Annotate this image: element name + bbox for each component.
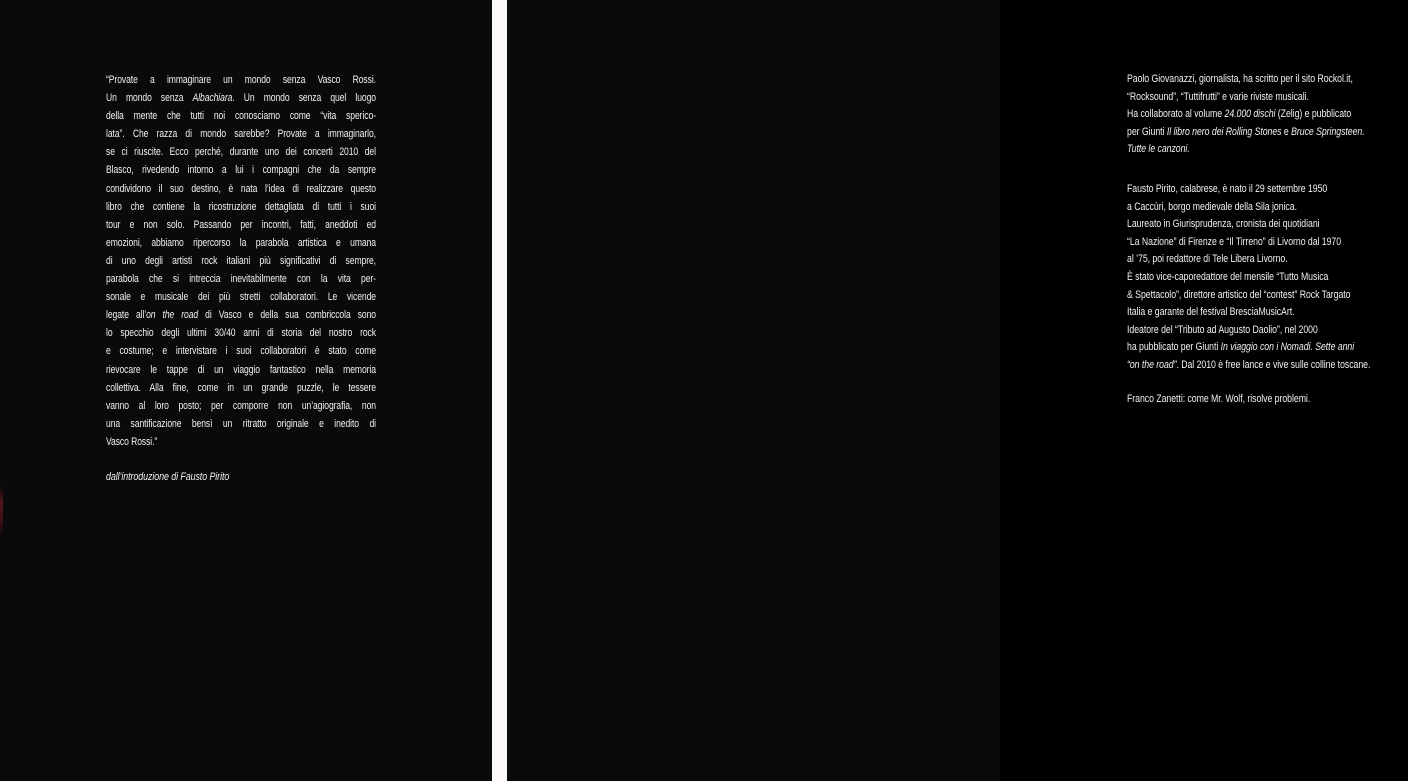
text-segment: Franco Zanetti: come Mr. Wolf, risolve problemi. xyxy=(1127,392,1311,405)
text-segment: della mente che tutti noi conosciamo come “vita sperico- xyxy=(106,110,376,123)
text-line xyxy=(1127,357,1408,375)
text-segment: Paolo Giovanazzi, giornalista, ha scritto per il sito Rockol.it, xyxy=(1127,73,1353,85)
text-segment: È stato vice-caporedattore del mensile “Tutto Musica xyxy=(1127,270,1329,283)
text-segment: lata”. Che razza di mondo sarebbe? Provate a immaginarlo, xyxy=(106,128,376,141)
text-line xyxy=(1127,304,1408,322)
italic-text: 24.000 dischi xyxy=(1224,108,1276,121)
text-line xyxy=(1127,287,1408,305)
text-segment: (Zelig) e pubblicato xyxy=(1275,108,1352,121)
italic-text: Il libro nero dei Rolling Stones xyxy=(1166,125,1282,138)
text-line xyxy=(106,89,376,107)
text-line xyxy=(1127,106,1408,124)
introduction-credit xyxy=(106,468,376,486)
text-segment: Laureato in Giurisprudenza, cronista dei quotidiani xyxy=(1127,218,1320,231)
text-segment: legate all’ xyxy=(106,309,147,322)
text-line xyxy=(1127,234,1408,252)
italic-text: “on the road” xyxy=(1127,358,1177,371)
author-bios xyxy=(1127,71,1408,408)
text-line xyxy=(106,71,376,89)
text-line xyxy=(106,180,376,198)
text-line xyxy=(106,161,376,179)
text-line xyxy=(106,198,376,216)
text-segment: al ’75, poi redattore di Tele Libera Livorno. xyxy=(1127,253,1288,266)
text-segment: collettiva. Alla fine, come in un grande puzzle, le tessere xyxy=(106,381,376,394)
text-segment: Blasco, rivedendo intorno a lui i compagni che da sempre xyxy=(106,164,376,177)
text-segment: a Caccùri, borgo medievale della Sila jonica. xyxy=(1127,200,1297,213)
italic-text: Albachiara xyxy=(192,92,233,105)
text-line xyxy=(106,306,376,324)
text-segment: di uno degli artisti rock italiani più significativi di sempre, xyxy=(106,254,376,267)
text-line xyxy=(1127,89,1408,107)
bio-franco-zanetti xyxy=(1127,391,1408,409)
italic-text: Bruce Springsteen. xyxy=(1291,125,1365,138)
text-line xyxy=(106,288,376,306)
text-line xyxy=(106,361,376,379)
bio-fausto-pirito xyxy=(1127,181,1408,375)
text-segment: “La Nazione” di Firenze e “Il Tirreno” di Livorno dal 1970 xyxy=(1127,235,1342,248)
text-segment: ha pubblicato per Giunti xyxy=(1127,341,1221,354)
text-segment: Italia e garante del festival BresciaMusicArt. xyxy=(1127,306,1295,319)
text-segment: . Dal 2010 è free lance e vive sulle colline toscane. xyxy=(1176,358,1371,371)
italic-text: In viaggio con i Nomadi. Sette anni xyxy=(1220,341,1355,354)
text-segment: Ha collaborato al volume xyxy=(1127,108,1225,121)
text-line xyxy=(106,270,376,288)
text-line xyxy=(1127,269,1408,287)
text-line xyxy=(106,234,376,252)
text-line xyxy=(106,252,376,270)
text-segment: tour e non solo. Passando per incontri, fatti, aneddoti ed xyxy=(106,218,376,231)
text-segment: se ci riuscite. Ecco perché, durante uno dei concerti 2010 del xyxy=(106,146,376,159)
text-segment: lo specchio degli ultimi 30/40 anni di storia del nostro rock xyxy=(106,327,376,340)
text-line xyxy=(1127,124,1408,142)
text-segment: una santificazione bensì un ritratto originale e inedito di xyxy=(106,417,376,430)
text-segment: Un mondo senza xyxy=(106,92,193,105)
text-line xyxy=(1127,181,1408,199)
text-line xyxy=(106,342,376,360)
text-segment: condividono il suo destino, è nata l’idea di realizzare questo xyxy=(106,182,376,195)
text-segment: rievocare le tappe di un viaggio fantastico nella memoria xyxy=(106,363,376,376)
left-page xyxy=(0,0,492,781)
text-line xyxy=(106,107,376,125)
text-segment: & Spettacolo”, direttore artistico del “contest” Rock Targato xyxy=(1127,288,1351,301)
text-segment: Ideatore del “Tributo ad Augusto Daolio”, nel 2000 xyxy=(1127,323,1318,336)
text-segment: “Rocksound”, “Tuttifrutti” e varie riviste musicali. xyxy=(1127,90,1309,103)
text-segment: per Giunti xyxy=(1127,125,1167,138)
text-line xyxy=(106,415,376,433)
page-gutter xyxy=(492,0,507,781)
right-page xyxy=(507,0,1371,781)
bio-paolo-giovanazzi xyxy=(1127,71,1408,159)
text-line xyxy=(1127,339,1408,357)
text-line xyxy=(106,379,376,397)
text-line xyxy=(106,143,376,161)
text-segment: e xyxy=(1281,125,1292,138)
text-line xyxy=(1127,71,1408,89)
credit-text: dall’introduzione di Fausto Pirito xyxy=(106,471,230,483)
text-segment: parabola che si intreccia inevitabilmente con la vita per- xyxy=(106,273,376,286)
text-line xyxy=(1127,199,1408,217)
text-segment: Fausto Pirito, calabrese, è nato il 29 settembre 1950 xyxy=(1127,182,1328,195)
text-line xyxy=(106,324,376,342)
text-segment: e costume; e intervistare i suoi collaboratori è stato come xyxy=(106,345,376,358)
text-segment: libro che contiene la ricostruzione dettagliata di tutti i suoi xyxy=(106,200,376,213)
text-line xyxy=(1127,216,1408,234)
text-line xyxy=(1127,391,1408,409)
text-segment: di Vasco e della sua combriccola sono xyxy=(198,309,376,322)
text-line xyxy=(106,216,376,234)
text-segment: Vasco Rossi.” xyxy=(106,435,158,448)
text-line xyxy=(106,433,376,451)
text-segment: “Provate a immaginare un mondo senza Vasco Rossi. xyxy=(106,74,376,86)
text-line xyxy=(1127,251,1408,269)
text-segment: emozioni, abbiamo ripercorso la parabola artistica e umana xyxy=(106,236,376,249)
introduction-quote xyxy=(106,71,376,451)
text-line xyxy=(1127,322,1408,340)
text-line xyxy=(1127,141,1408,159)
text-segment: sonale e musicale dei più stretti collaboratori. Le vicende xyxy=(106,291,376,304)
italic-text: Tutte le canzoni. xyxy=(1127,143,1190,156)
text-line xyxy=(106,125,376,143)
text-line xyxy=(106,397,376,415)
text-segment: vanno al loro posto; per comporre non un’agiografia, non xyxy=(106,399,376,412)
cover-bleed-mark xyxy=(0,486,3,538)
text-segment: . Un mondo senza quel luogo xyxy=(232,92,376,105)
italic-text: on the road xyxy=(146,309,199,322)
